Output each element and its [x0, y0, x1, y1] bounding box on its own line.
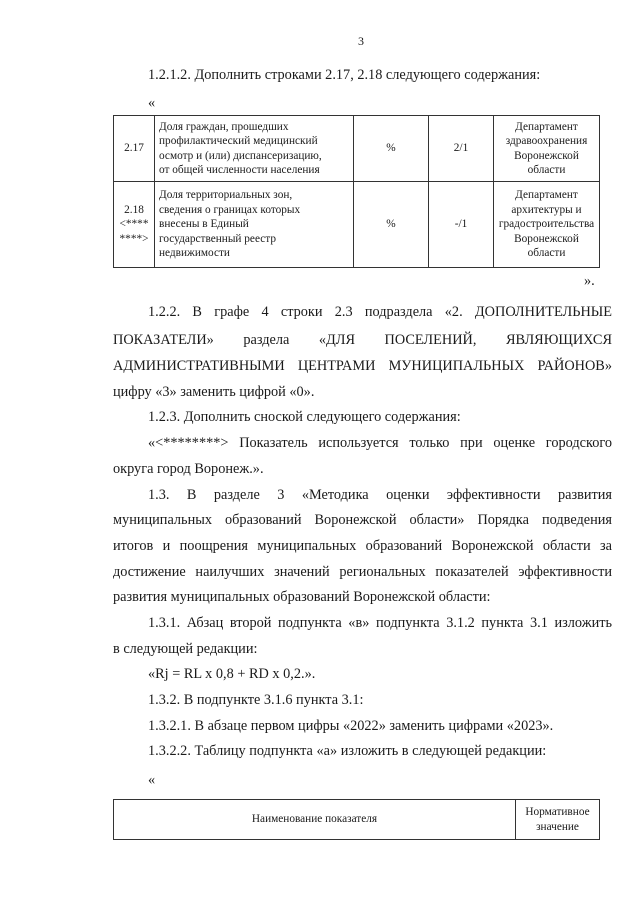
- indicator-name-line: сведения о границах которых: [159, 203, 301, 216]
- department-line: архитектуры и: [511, 203, 582, 216]
- indicator-name-line: осмотр и (или) диспансеризацию,: [159, 149, 322, 162]
- section-heading: 1.2.1.2. Дополнить строками 2.17, 2.18 следующего содержания:: [148, 67, 541, 83]
- closing-quote: ».: [584, 273, 595, 289]
- header-norm-line: значение: [536, 820, 579, 833]
- unit: %: [386, 218, 396, 231]
- department-line: Департамент: [515, 189, 578, 202]
- unit-cell: [354, 116, 429, 182]
- body-line: в следующей редакции:: [113, 641, 258, 657]
- body-line: округа город Воронеж.».: [113, 461, 264, 477]
- page-number: 3: [358, 34, 364, 48]
- body-line: 1.2.2. В графе 4 строки 2.3 подраздела «2. ДОПОЛНИТЕЛЬНЫЕ: [148, 304, 612, 320]
- value: 2/1: [453, 142, 469, 155]
- unit: %: [386, 142, 396, 155]
- body-line: «Rj = RL x 0,8 + RD x 0,2.».: [148, 666, 316, 682]
- indicators-table: [113, 115, 600, 268]
- department-line: области: [527, 164, 566, 176]
- department-line: Департамент: [515, 120, 578, 133]
- body-line: 1.3.2. В подпункте 3.1.6 пункта 3.1:: [148, 692, 364, 708]
- opening-quote: «: [148, 95, 156, 111]
- department-line: здравоохранения: [505, 135, 588, 147]
- body-line: 1.3.2.1. В абзаце первом цифры «2022» заменить цифрами «2023».: [148, 718, 554, 734]
- value: -/1: [454, 218, 468, 231]
- body-line: 1.3.1. Абзац второй подпункта «в» подпункта 3.1.2 пункта 3.1 изложить: [148, 615, 612, 631]
- row-number: 2.17: [124, 142, 144, 155]
- body-line: 1.3.2.2. Таблицу подпункта «а» изложить в следующей редакции:: [148, 743, 547, 759]
- row-number-cell: [114, 116, 155, 182]
- value-cell: [429, 116, 494, 182]
- row-footnote-mark: ****>: [119, 232, 149, 245]
- indicator-name-cell: [155, 182, 354, 268]
- body-line: 1.3. В разделе 3 «Методика оценки эффективности развития: [148, 487, 612, 503]
- indicator-name-line: государственный реестр: [159, 232, 276, 245]
- indicator-name-line: Доля граждан, прошедших: [159, 120, 289, 133]
- indicator-name-line: внесены в Единый: [159, 218, 249, 231]
- body-line: «<********> Показатель используется только при оценке городского: [148, 435, 612, 451]
- header-norm-line: Нормативное: [525, 806, 590, 818]
- body-line: ПОКАЗАТЕЛИ» раздела «ДЛЯ ПОСЕЛЕНИЙ, ЯВЛЯЮЩИХСЯ: [113, 332, 612, 348]
- body-line: цифру «3» заменить цифрой «0».: [113, 384, 315, 400]
- body-line: «: [148, 772, 156, 788]
- body-line: АДМИНИСТРАТИВНЫМИ ЦЕНТРАМИ МУНИЦИПАЛЬНЫХ РАЙОНОВ»: [113, 358, 612, 374]
- unit-cell: [354, 182, 429, 268]
- table-row: [114, 116, 600, 182]
- header-name: Наименование показателя: [251, 813, 378, 826]
- department-line: Воронежской: [514, 149, 579, 162]
- header-name-cell: [114, 800, 516, 840]
- indicator-name-line: профилактический медицинский: [159, 135, 318, 147]
- indicator-name-line: Доля территориальных зон,: [159, 189, 293, 202]
- indicator-name-cell: [155, 116, 354, 182]
- body-line: итогов и поощрения муниципальных образований Воронежской области за: [113, 538, 612, 554]
- header-norm-cell: [516, 800, 600, 840]
- body-line: 1.2.3. Дополнить сноской следующего содержания:: [148, 409, 461, 425]
- body-line: развития муниципальных образований Воронежской области:: [113, 589, 491, 605]
- body-line: достижение наилучших значений региональных показателей эффективности: [113, 564, 612, 580]
- indicator-name-line: от общей численности населения: [159, 164, 320, 176]
- department-cell: [494, 116, 600, 182]
- indicator-name-line: недвижимости: [159, 247, 230, 260]
- norm-table: [113, 799, 600, 840]
- department-line: области: [527, 247, 566, 260]
- row-number-cell: [114, 182, 155, 268]
- value-cell: [429, 182, 494, 268]
- table-row: [114, 182, 600, 268]
- row-number: 2.18: [124, 203, 144, 216]
- row-footnote-mark: <****: [119, 218, 149, 231]
- body-line: муниципальных образований Воронежской области» Порядка подведения: [113, 512, 612, 528]
- department-cell: [494, 182, 600, 268]
- department-line: градостроительства: [498, 218, 595, 231]
- table-header-row: [114, 800, 600, 840]
- department-line: Воронежской: [514, 232, 579, 245]
